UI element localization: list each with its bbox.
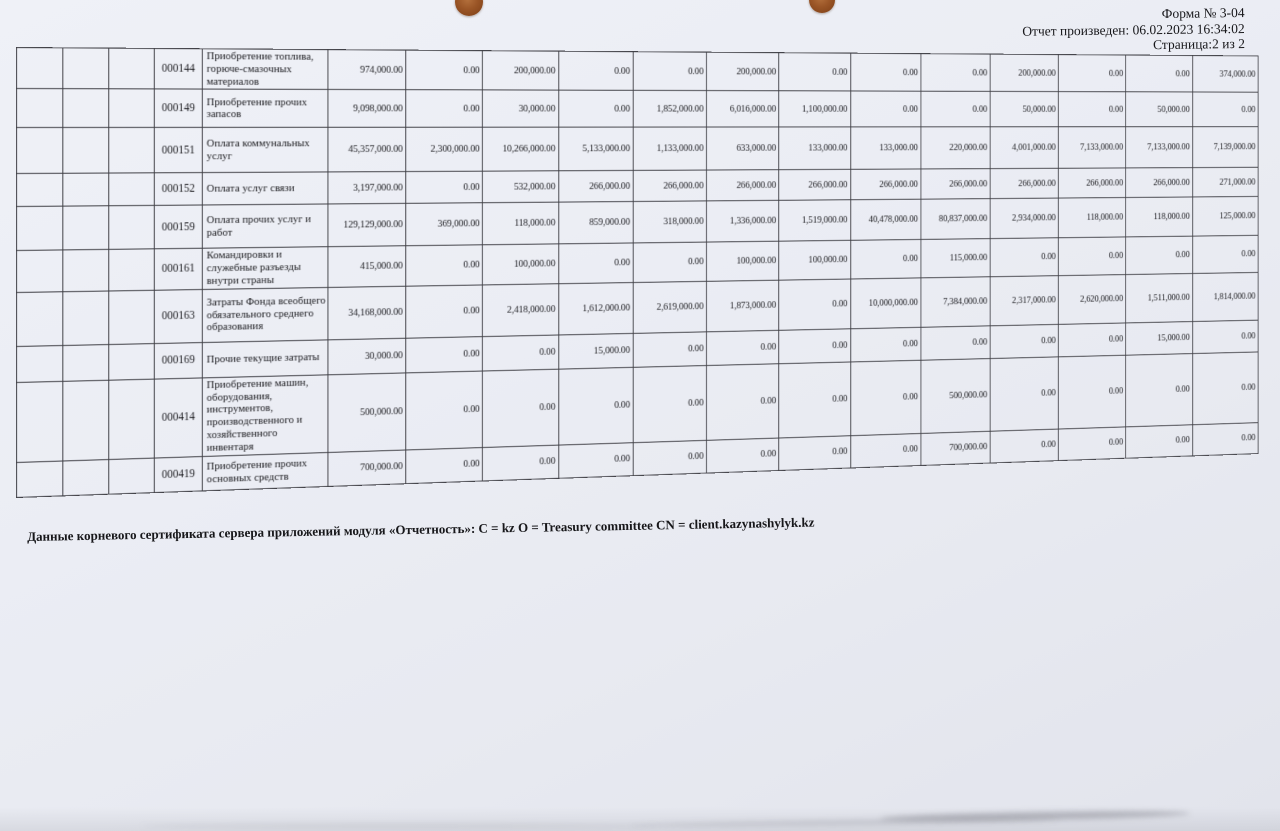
value-cell: 0.00	[406, 171, 483, 203]
value-cell: 1,336,000.00	[707, 201, 779, 243]
value-cell: 100,000.00	[483, 244, 559, 284]
empty-cell	[63, 128, 109, 174]
value-cell: 974,000.00	[328, 50, 406, 90]
empty-cell	[63, 344, 109, 381]
value-cell: 100,000.00	[707, 241, 779, 280]
value-cell: 0.00	[1126, 236, 1192, 274]
value-cell: 266,000.00	[707, 170, 779, 201]
empty-cell	[16, 291, 62, 346]
value-cell: 0.00	[1192, 422, 1258, 455]
value-cell: 1,519,000.00	[779, 200, 850, 241]
value-cell: 0.00	[779, 328, 850, 363]
value-cell: 2,619,000.00	[633, 281, 706, 333]
value-cell: 0.00	[990, 324, 1058, 358]
empty-cell	[16, 381, 62, 462]
row-code: 000161	[154, 248, 202, 289]
value-cell: 220,000.00	[921, 127, 990, 169]
value-cell: 0.00	[406, 284, 483, 337]
empty-cell	[109, 206, 155, 250]
value-cell: 0.00	[1058, 426, 1125, 460]
value-cell: 2,418,000.00	[483, 283, 559, 336]
row-code: 000414	[154, 377, 202, 457]
empty-cell	[63, 206, 109, 250]
table-row	[16, 127, 1258, 174]
value-cell: 0.00	[850, 240, 920, 279]
value-cell: 50,000.00	[990, 92, 1058, 127]
value-cell: 50,000.00	[1126, 92, 1192, 127]
value-cell: 0.00	[483, 335, 559, 371]
empty-cell	[16, 174, 62, 207]
value-cell: 30,000.00	[328, 338, 406, 375]
value-cell: 0.00	[779, 435, 850, 470]
empty-cell	[109, 128, 155, 174]
value-cell: 0.00	[779, 362, 850, 438]
row-code: 000159	[154, 205, 202, 249]
value-cell: 0.00	[921, 54, 990, 92]
row-name: Приобретение машин, оборудования, инструментов, производственного и хозяйственного инвентаря	[202, 374, 328, 456]
value-cell: 2,300,000.00	[406, 127, 483, 171]
value-cell: 0.00	[990, 429, 1058, 463]
empty-cell	[109, 458, 155, 494]
value-cell: 318,000.00	[633, 201, 706, 243]
row-code: 000151	[154, 128, 202, 173]
value-cell: 0.00	[558, 51, 633, 90]
value-cell: 118,000.00	[1058, 198, 1125, 238]
value-cell: 0.00	[1192, 320, 1258, 353]
empty-cell	[16, 460, 62, 496]
row-code: 000149	[154, 89, 202, 127]
empty-cell	[16, 206, 62, 250]
value-cell: 5,133,000.00	[558, 127, 633, 171]
value-cell: 0.00	[1058, 355, 1125, 429]
value-cell: 266,000.00	[1058, 168, 1125, 198]
value-cell: 30,000.00	[483, 90, 559, 127]
value-cell: 0.00	[990, 238, 1058, 276]
empty-cell	[109, 48, 155, 89]
empty-cell	[16, 89, 62, 128]
value-cell: 266,000.00	[850, 169, 920, 200]
value-cell: 7,139,000.00	[1192, 127, 1258, 168]
value-cell: 10,266,000.00	[483, 127, 559, 171]
value-cell: 0.00	[850, 91, 920, 127]
value-cell: 266,000.00	[990, 168, 1058, 198]
value-cell: 7,384,000.00	[921, 276, 990, 327]
row-code: 000163	[154, 289, 202, 343]
value-cell: 40,478,000.00	[850, 199, 920, 240]
value-cell: 7,133,000.00	[1126, 127, 1192, 168]
row-code: 000419	[154, 456, 202, 492]
value-cell: 0.00	[1192, 352, 1258, 425]
value-cell: 45,357,000.00	[328, 127, 406, 172]
value-cell: 0.00	[850, 53, 920, 91]
value-cell: 200,000.00	[707, 52, 779, 91]
value-cell: 0.00	[1058, 55, 1125, 92]
table-row	[16, 89, 1258, 128]
report-generated-timestamp: Отчет произведен: 06.02.2023 16:34:02	[1021, 20, 1245, 39]
value-cell: 0.00	[1058, 237, 1125, 275]
value-cell: 266,000.00	[633, 170, 706, 201]
empty-cell	[63, 250, 109, 292]
value-cell: 3,197,000.00	[328, 172, 406, 204]
value-cell: 0.00	[850, 327, 920, 362]
value-cell: 700,000.00	[921, 431, 990, 465]
value-cell: 10,000,000.00	[850, 277, 920, 328]
empty-cell	[63, 291, 109, 346]
value-cell: 0.00	[707, 330, 779, 365]
value-cell: 0.00	[406, 245, 483, 286]
row-name: Приобретение прочих основных средств	[202, 452, 328, 490]
value-cell: 80,837,000.00	[921, 199, 990, 240]
row-name: Приобретение топлива, горюче-смазочных материалов	[202, 49, 328, 90]
value-cell: 200,000.00	[483, 51, 559, 91]
value-cell: 500,000.00	[921, 358, 990, 433]
value-cell: 415,000.00	[328, 246, 406, 287]
value-cell: 0.00	[990, 356, 1058, 430]
value-cell: 0.00	[406, 447, 483, 483]
row-name: Оплата услуг связи	[202, 172, 328, 205]
value-cell: 0.00	[633, 52, 706, 91]
row-name: Командировки и служебные разъезды внутри страны	[202, 247, 328, 289]
value-cell: 6,016,000.00	[707, 91, 779, 127]
row-code: 000169	[154, 342, 202, 379]
value-cell: 1,612,000.00	[558, 282, 633, 334]
value-cell: 115,000.00	[921, 239, 990, 278]
value-cell: 1,814,000.00	[1192, 272, 1258, 321]
value-cell: 0.00	[633, 331, 706, 366]
empty-cell	[109, 173, 155, 206]
empty-cell	[63, 459, 109, 495]
value-cell: 0.00	[558, 243, 633, 283]
value-cell: 266,000.00	[558, 171, 633, 203]
value-cell: 34,168,000.00	[328, 286, 406, 340]
empty-cell	[63, 173, 109, 206]
value-cell: 0.00	[1126, 424, 1192, 457]
value-cell: 1,511,000.00	[1126, 273, 1192, 322]
empty-cell	[16, 250, 62, 292]
empty-cell	[109, 89, 155, 128]
row-code: 000144	[154, 48, 202, 89]
value-cell: 0.00	[633, 242, 706, 282]
empty-cell	[63, 48, 109, 89]
value-cell: 15,000.00	[1126, 321, 1192, 355]
report-table-body	[16, 48, 1258, 497]
value-cell: 133,000.00	[850, 127, 920, 169]
value-cell: 532,000.00	[483, 171, 559, 203]
value-cell: 118,000.00	[1126, 197, 1192, 237]
value-cell: 0.00	[558, 90, 633, 127]
value-cell: 266,000.00	[921, 169, 990, 200]
row-name: Оплата коммунальных услуг	[202, 128, 328, 173]
empty-cell	[16, 345, 62, 382]
value-cell: 0.00	[406, 371, 483, 450]
value-cell: 0.00	[558, 367, 633, 445]
value-cell: 0.00	[1058, 322, 1125, 356]
value-cell: 125,000.00	[1192, 197, 1258, 237]
value-cell: 2,317,000.00	[990, 275, 1058, 325]
value-cell: 0.00	[1192, 92, 1258, 127]
value-cell: 266,000.00	[779, 170, 850, 201]
value-cell: 0.00	[707, 363, 779, 440]
report-table	[16, 47, 1258, 498]
value-cell: 1,100,000.00	[779, 91, 850, 127]
value-cell: 133,000.00	[779, 127, 850, 170]
value-cell: 369,000.00	[406, 203, 483, 246]
value-cell: 15,000.00	[558, 333, 633, 369]
value-cell: 2,620,000.00	[1058, 274, 1125, 324]
value-cell: 0.00	[850, 433, 920, 468]
empty-cell	[109, 343, 155, 380]
value-cell: 0.00	[558, 442, 633, 478]
value-cell: 0.00	[707, 438, 779, 473]
page-indicator: Страница:2 из 2	[1152, 35, 1245, 53]
value-cell: 0.00	[779, 53, 850, 92]
value-cell: 0.00	[850, 360, 920, 435]
value-cell: 633,000.00	[707, 127, 779, 170]
value-cell: 700,000.00	[328, 450, 406, 486]
value-cell: 271,000.00	[1192, 167, 1258, 197]
report-table-region	[16, 47, 1258, 497]
row-name: Приобретение прочих запасов	[202, 89, 328, 127]
value-cell: 859,000.00	[558, 202, 633, 244]
value-cell: 0.00	[921, 325, 990, 359]
value-cell: 9,098,000.00	[328, 90, 406, 128]
value-cell: 1,133,000.00	[633, 127, 706, 170]
empty-cell	[109, 249, 155, 290]
value-cell: 0.00	[406, 336, 483, 372]
empty-cell	[16, 48, 62, 89]
empty-cell	[109, 379, 155, 459]
value-cell: 0.00	[1058, 92, 1125, 127]
form-number-label: Форма № 3-04	[1161, 5, 1245, 22]
certificate-footer-note: Данные корневого сертификата сервера приложений модуля «Отчетность»: C = kz O = Treasury committee CN = client.kazynashylyk.kz	[27, 514, 815, 544]
value-cell: 7,133,000.00	[1058, 127, 1125, 169]
value-cell: 100,000.00	[779, 241, 850, 280]
empty-cell	[63, 380, 109, 461]
value-cell: 129,129,000.00	[328, 204, 406, 247]
value-cell: 1,873,000.00	[707, 280, 779, 332]
value-cell: 4,001,000.00	[990, 127, 1058, 169]
value-cell: 0.00	[406, 50, 483, 90]
value-cell: 0.00	[1126, 55, 1192, 92]
value-cell: 0.00	[921, 91, 990, 127]
value-cell: 2,934,000.00	[990, 198, 1058, 239]
row-code: 000152	[154, 173, 202, 206]
value-cell: 1,852,000.00	[633, 91, 706, 128]
value-cell: 0.00	[1192, 236, 1258, 274]
document-header	[1022, 5, 1245, 54]
row-name: Оплата прочих услуг и работ	[202, 204, 328, 248]
value-cell: 200,000.00	[990, 54, 1058, 92]
table-row	[16, 48, 1258, 93]
value-cell: 0.00	[483, 369, 559, 447]
row-name: Затраты Фонда всеобщего обязательного среднего образования	[202, 287, 328, 342]
value-cell: 500,000.00	[328, 372, 406, 452]
value-cell: 0.00	[779, 279, 850, 330]
value-cell: 0.00	[406, 90, 483, 128]
value-cell: 374,000.00	[1192, 55, 1258, 92]
value-cell: 118,000.00	[483, 202, 559, 245]
value-cell: 0.00	[633, 365, 706, 442]
empty-cell	[109, 290, 155, 344]
row-name: Прочие текущие затраты	[202, 339, 328, 377]
empty-cell	[16, 128, 62, 174]
empty-cell	[63, 89, 109, 128]
value-cell: 266,000.00	[1126, 168, 1192, 198]
value-cell: 0.00	[483, 445, 559, 481]
value-cell: 0.00	[633, 440, 706, 475]
value-cell: 0.00	[1126, 353, 1192, 426]
